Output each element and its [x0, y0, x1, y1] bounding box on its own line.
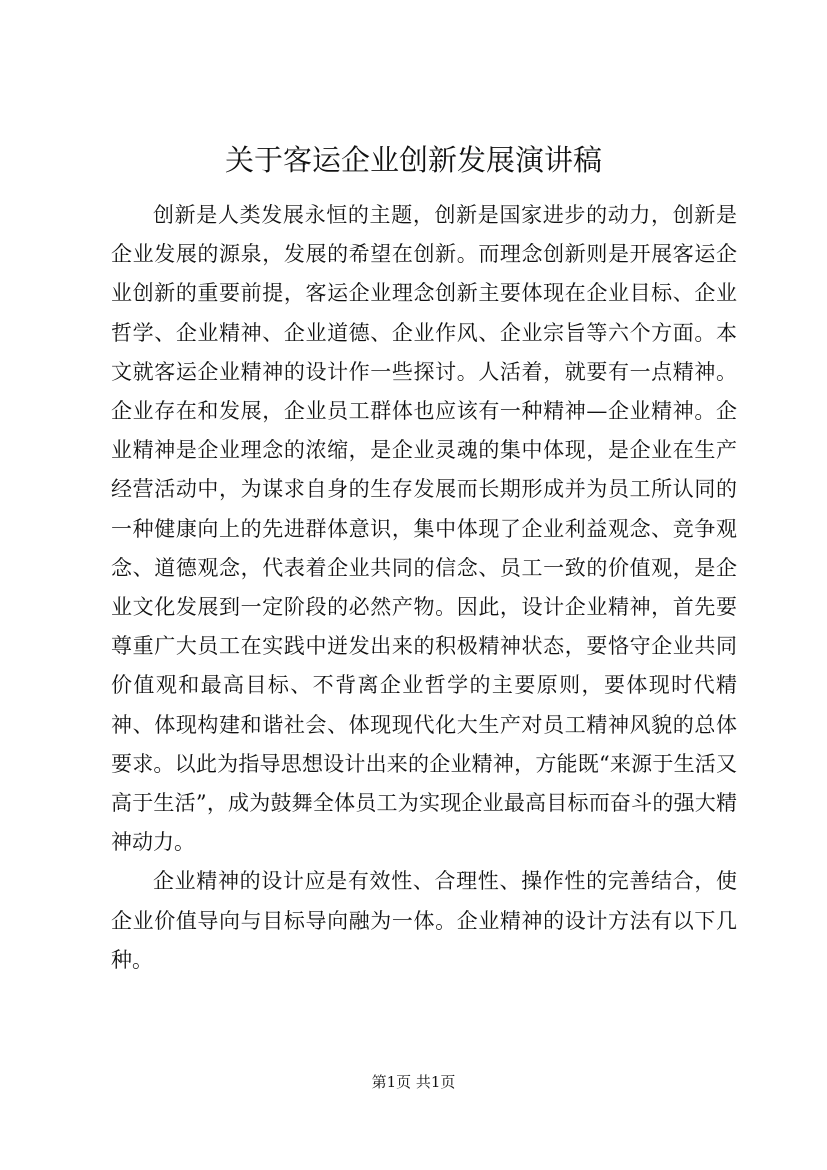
document-title: 关于客运企业创新发展演讲稿 [224, 143, 602, 177]
document-body [111, 196, 737, 980]
page-footer: 第1页 共1页 [371, 1073, 456, 1091]
paragraph: 创新是人类发展永恒的主题，创新是国家进步的动力，创新是企业发展的源泉，发展的希望在创新。而理念创新则是开展客运企业创新的重要前提，客运企业理念创新主要体现在企业目标、企业哲学、企业精神、企业道德、企业作风、企业宗旨等六个方面。本文就客运企业精神的设计作一些探讨。人活着，就要有一点精神。企业存在和发展，企业员工群体也应该有一种精神—企业精神。企业精神是企业理念的浓缩，是企业灵魂的集中体现，是企业在生产经营活动中，为谋求自身的生存发展而长期形成并为员工所认同的一种健康向上的先进群体意识，集中体现了企业利益观念、竞争观念、道德观念，代表着企业共同的信念、员工一致的价值观，是企业文化发展到一定阶段的必然产物。因此，设计企业精神，首先要尊重广大员工在实践中迸发出来的积极精神状态，要恪守企业共同价值观和最高目标、不背离企业哲学的主要原则，要体现时代精神、体现构建和谐社会、体现现代化大生产对员工精神风貌的总体要求。以此为指导思想设计出来的企业精神，方能既“来源于生活又高于生活”，成为鼓舞全体员工为实现企业最高目标而奋斗的强大精神动力。 [111, 203, 737, 855]
paragraph: 企业精神的设计应是有效性、合理性、操作性的完善结合，使企业价值导向与目标导向融为一体。企业精神的设计方法有以下几种。 [111, 869, 737, 972]
